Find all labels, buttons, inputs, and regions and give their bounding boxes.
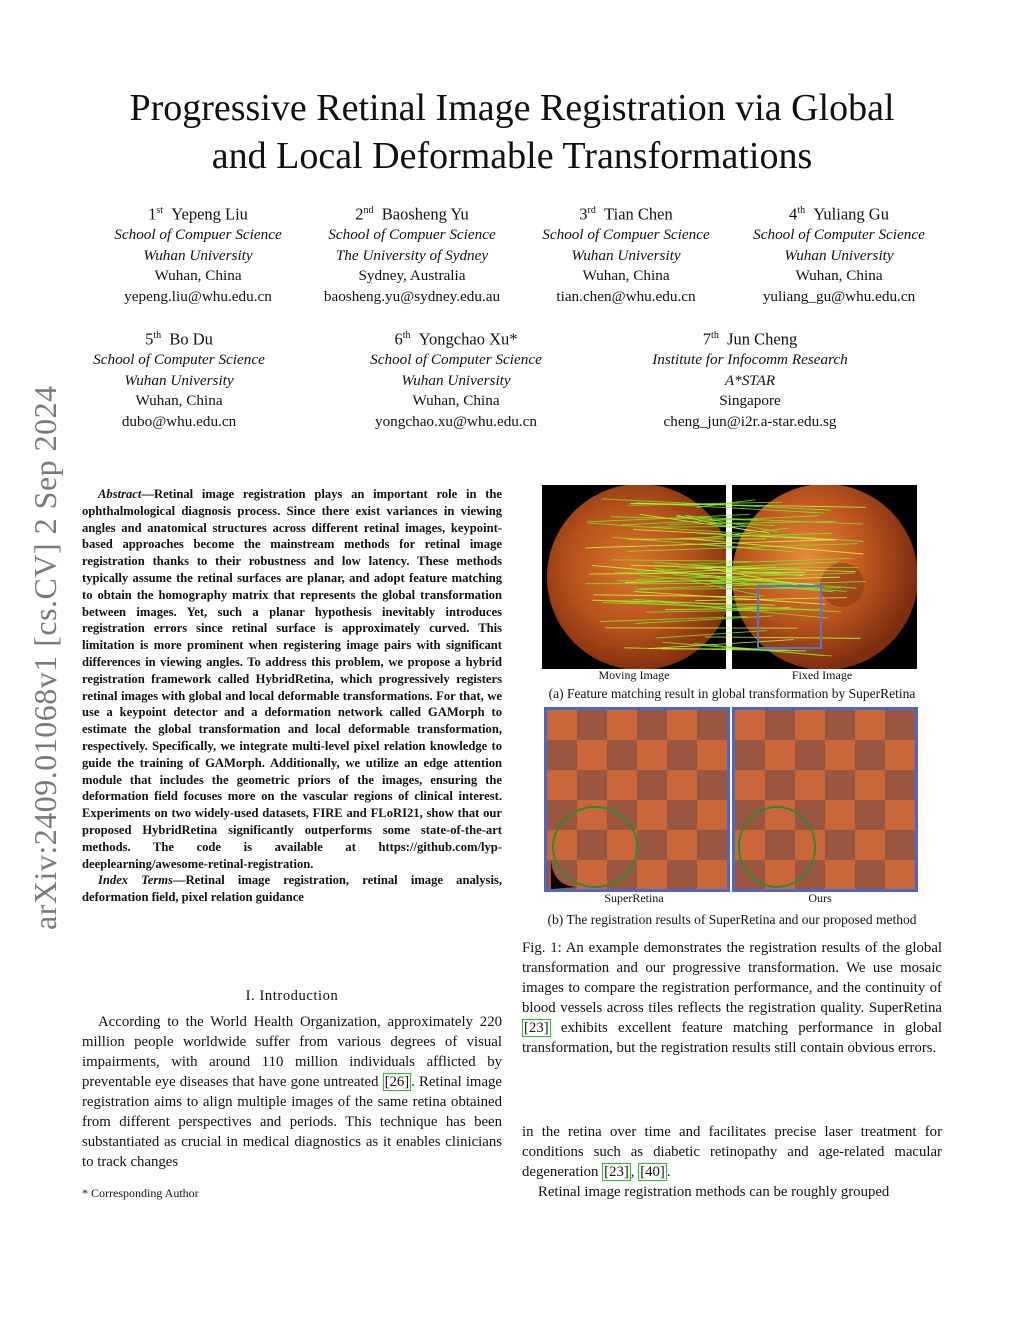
author-name: Bo Du (169, 329, 213, 349)
mosaic-tile (855, 860, 886, 889)
mosaic-tile (577, 770, 608, 801)
mosaic-tile (765, 830, 796, 861)
author-name: Jun Cheng (727, 329, 798, 349)
mosaic-tile (697, 800, 727, 831)
figure-caption: Fig. 1: An example demonstrates the registration results of the global transformation and our progressive transformation. We use mosaic images to compare the registration performance, and the continuity of blood vessels across tiles reflects the registration quality. SuperRetina [23] exhibits excellent feature matching performance in global transformation, but the registration results still contain obvious errors. (522, 940, 942, 1056)
mosaic-tile (637, 740, 668, 771)
mosaic-tile (697, 770, 727, 801)
mosaic-tile (855, 740, 886, 771)
index-terms-text: —Retinal image registration, retinal image analysis, deformation field, pixel relation guidance (82, 873, 502, 905)
footnote: * Corresponding Author (82, 1186, 199, 1200)
author-name: Yuliang Gu (813, 204, 889, 224)
mosaic-tile (697, 710, 727, 741)
mosaic-tile (637, 860, 668, 889)
mosaic-tile (795, 710, 826, 741)
mosaic-tile (735, 800, 766, 831)
ours-panel (732, 707, 918, 892)
index-terms-label: Index Terms (98, 873, 173, 888)
superretina-panel (544, 707, 730, 892)
mosaic-tile (885, 770, 915, 801)
intro-paragraph-right: in the retina over time and facilitates precise laser treatment for conditions such as diabetic retinopathy and age-related macular degeneration [23] , [40] . Retinal image registration methods can be roughly grouped (522, 1124, 942, 1200)
author-name: Yongchao Xu* (418, 329, 518, 349)
mosaic-tile (885, 710, 915, 741)
mosaic-tile (885, 740, 915, 771)
mosaic-tile (795, 740, 826, 771)
ours-mosaic (735, 710, 915, 889)
mosaic-tile (697, 860, 727, 889)
mosaic-tile (637, 800, 668, 831)
mosaic-tile (637, 770, 668, 801)
mosaic-tile (577, 740, 608, 771)
label-superretina: SuperRetina (604, 891, 664, 905)
mosaic-tile (547, 830, 578, 861)
superretina-mosaic (547, 710, 727, 889)
mosaic-tile (667, 800, 698, 831)
mosaic-tile (667, 830, 698, 861)
macula (820, 563, 864, 607)
mosaic-tile (577, 830, 608, 861)
mosaic-tile (825, 740, 856, 771)
author-email: tian.chen@whu.edu.cn (556, 287, 696, 305)
mosaic-tile (697, 740, 727, 771)
mosaic-tiles (547, 710, 727, 889)
mosaic-tile (825, 800, 856, 831)
mosaic-tile (667, 710, 698, 741)
mosaic-tile (765, 800, 796, 831)
mosaic-tile (795, 830, 826, 861)
mosaic-tile (735, 740, 766, 771)
mosaic-tile (547, 770, 578, 801)
mosaic-tile (607, 740, 638, 771)
abstract-text: —Retinal image registration plays an important role in the ophthalmological diagnosis process. Since there exist variances in viewing angles and anatomical structures across different retinal images, keypoint-based approaches become the mainstream methods for retinal image registration thanks to their robustness and low latency. These methods typically assume the retinal surfaces are planar, and adopt feature matching to obtain the homography matrix that represents the global transformation between images. Yet, such a planar hypothesis inevitably introduces registration errors since retinal surface is approximately curved. This limitation is more prominent when registering image pairs with significant differences in viewing angles. To address this problem, we propose a hybrid registration framework called HybridRetina, which progressively registers retinal images with global and local deformable transformations. For that, we use a keypoint detector and a deformation network called GAMorph to estimate the global transformation and local deformable transformation, respectively. Specifically, we integrate multi-level pixel relation knowledge to guide the training of GAMorph. Additionally, we utilize an edge attention module that includes the geometric priors of the images, ensuring the deformation field focuses more on the vascular regions of clinical interest. Experiments on two widely-used datasets, FIRE and FLoRI21, show that our proposed HybridRetina significantly outperforms some state-of-the-art methods. The code is available at https://github.com/lyp-deeplearning/awesome-retinal-registration. (82, 487, 502, 871)
author-block-1: 1st Yepeng Liu School of Compuer Science Wuhan University Wuhan, China yepeng.liu@whu.edu.cn (78, 201, 318, 307)
arxiv-side-label: arXiv:2409.01068v1 [cs.CV] 2 Sep 2024 (27, 385, 63, 930)
abstract-label: Abstract (98, 487, 142, 501)
abstract (82, 486, 502, 906)
author-email: dubo@whu.edu.cn (121, 412, 237, 430)
mosaic-tile (547, 710, 578, 741)
citation-link[interactable]: [23] (524, 1020, 549, 1036)
mosaic-tile (577, 800, 608, 831)
citation-link[interactable]: [23] (604, 1164, 629, 1180)
intro-paragraph-left: According to the World Health Organization, approximately 220 million people worldwide suffer from various degrees of visual impairments, with around 110 million individuals afflicted by preventable eye diseases that have gone untreated [26] . Retinal image registration aims to align multiple images of the same retina obtained from different perspectives and periods. This technique has been substantiated as crucial in medical diagnostics as it enables clinicians to track changes (82, 1014, 502, 1170)
author-email: cheng_jun@i2r.a-star.edu.sg (663, 412, 837, 430)
mosaic-tile (547, 800, 578, 831)
mosaic-tile (765, 710, 796, 741)
mosaic-tile (885, 800, 915, 831)
mosaic-tile (637, 830, 668, 861)
label-fixed-image: Fixed Image (791, 668, 853, 682)
mosaic-tile (667, 860, 698, 889)
mosaic-tile (637, 710, 668, 741)
mosaic-tile (825, 770, 856, 801)
author-name: Yepeng Liu (171, 204, 248, 224)
author-block-4: 4th Yuliang Gu School of Computer Science Wuhan University Wuhan, China yuliang_gu@whu.edu.cn (719, 201, 959, 307)
subcaption-b: (b) The registration results of SuperRetina and our proposed method (547, 912, 917, 927)
mosaic-tile (885, 830, 915, 861)
mosaic-tiles (735, 710, 915, 889)
figure-feature-matching (542, 485, 917, 669)
mosaic-tile (607, 770, 638, 801)
section-heading: I. Introduction (245, 988, 339, 1004)
mosaic-tile (855, 830, 886, 861)
match-line (651, 526, 750, 527)
author-email: yongchao.xu@whu.edu.cn (374, 412, 538, 430)
author-block-2: 2nd Baosheng Yu School of Compuer Science The University of Sydney Sydney, Australia baosheng.yu@sydney.edu.au (292, 201, 532, 307)
label-moving-image: Moving Image (598, 668, 670, 682)
author-block-5: 5th Bo Du School of Computer Science Wuhan University Wuhan, China dubo@whu.edu.cn (59, 326, 299, 432)
mosaic-tile (607, 830, 638, 861)
mosaic-tile (607, 800, 638, 831)
intro-paragraph-2: Retinal image registration methods can be roughly grouped (538, 1184, 890, 1200)
mosaic-tile (667, 740, 698, 771)
mosaic-tile (765, 770, 796, 801)
mosaic-tile (825, 710, 856, 741)
title-line-1: Progressive Retinal Image Registration via Global (129, 87, 895, 129)
paper-title (60, 84, 964, 180)
mosaic-tile (855, 710, 886, 741)
mosaic-tile (735, 710, 766, 741)
author-block-6: 6th Yongchao Xu* School of Computer Science Wuhan University Wuhan, China yongchao.xu@whu.edu.cn (336, 326, 576, 432)
mosaic-tile (667, 770, 698, 801)
author-block-7: 7th Jun Cheng Institute for Infocomm Research A*STAR Singapore cheng_jun@i2r.a-star.edu.sg (610, 326, 890, 432)
author-name: Tian Chen (604, 204, 673, 224)
mosaic-tile (607, 710, 638, 741)
mosaic-tile (825, 830, 856, 861)
label-ours: Ours (808, 891, 832, 905)
mosaic-tile (855, 800, 886, 831)
mosaic-tile (735, 770, 766, 801)
mosaic-tile (825, 860, 856, 889)
mosaic-tile (795, 860, 826, 889)
mosaic-tile (795, 770, 826, 801)
mosaic-tile (577, 710, 608, 741)
mosaic-tile (765, 740, 796, 771)
citation-link[interactable]: [26] (384, 1074, 410, 1090)
subcaption-a: (a) Feature matching result in global transformation by SuperRetina (548, 686, 916, 701)
author-email: baosheng.yu@sydney.edu.au (323, 287, 501, 305)
author-email: yepeng.liu@whu.edu.cn (124, 287, 272, 305)
mosaic-tile (547, 740, 578, 771)
mosaic-tile (855, 770, 886, 801)
author-email: yuliang_gu@whu.edu.cn (762, 287, 916, 305)
mosaic-tile (697, 830, 727, 861)
citation-link[interactable]: [40] (640, 1164, 665, 1180)
title-line-2: and Local Deformable Transformations (211, 135, 813, 177)
author-name: Baosheng Yu (381, 204, 469, 224)
author-block-3: 3rd Tian Chen School of Compuer Science Wuhan University Wuhan, China tian.chen@whu.edu.cn (506, 201, 746, 307)
mosaic-tile (885, 860, 915, 889)
